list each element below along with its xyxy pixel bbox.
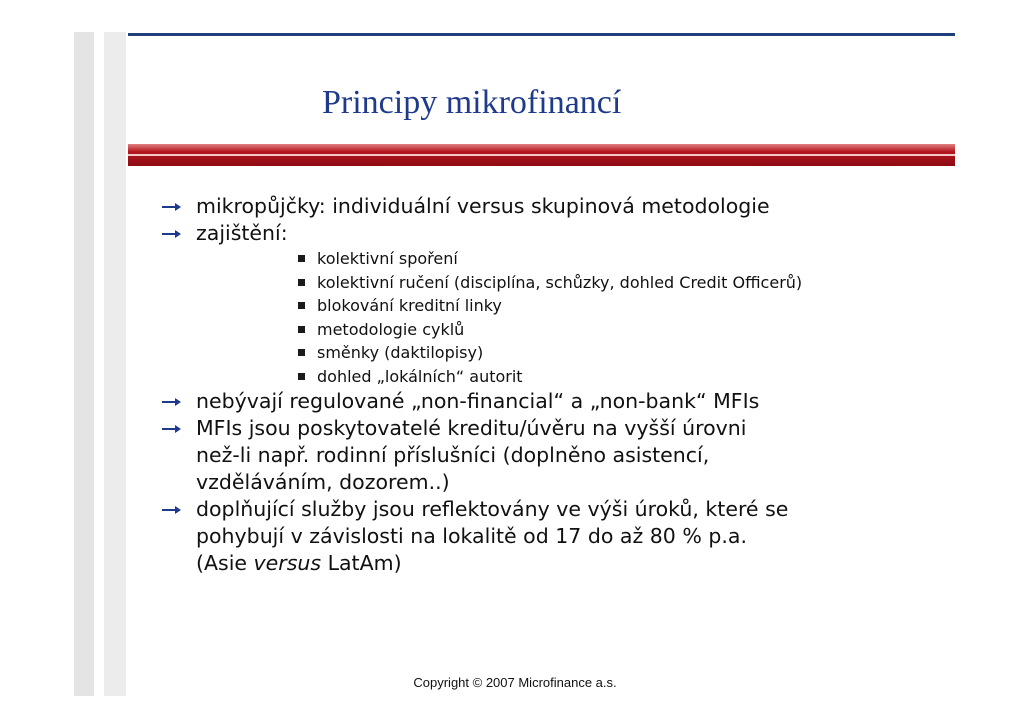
arrow-bullet-icon xyxy=(162,496,184,523)
sub-bullet-text: metodologie cyklů xyxy=(317,319,465,339)
sub-bullet-text: kolektivní spoření xyxy=(317,249,458,268)
slide-content xyxy=(160,193,980,577)
left-decorative-bar xyxy=(74,32,94,696)
bullet-text: nebývají regulované „non-financial“ a „non-bank“ MFIs xyxy=(196,389,760,413)
arrow-bullet-icon xyxy=(162,388,184,415)
bullet-item xyxy=(160,496,980,577)
bullet-item xyxy=(160,193,980,220)
bullet-line-open: (Asie xyxy=(196,551,254,575)
arrow-bullet-icon xyxy=(162,193,184,220)
bullet-line: vzděláváním, dozorem..) xyxy=(196,470,450,494)
sub-bullet-item xyxy=(295,365,980,389)
bullet-item xyxy=(160,415,980,496)
sub-bullet-item xyxy=(295,271,980,295)
bullet-line-close: LatAm) xyxy=(321,551,402,575)
sub-bullet-text: blokování kreditní linky xyxy=(317,296,502,315)
square-bullet-icon xyxy=(298,255,305,262)
bullet-text: mikropůjčky: individuální versus skupinová metodologie xyxy=(196,194,770,218)
sub-bullet-text: dohled „lokálních“ autorit xyxy=(317,366,523,386)
sub-bullet-text: kolektivní ručení (disciplína, schůzky, dohled Credit Officerů) xyxy=(317,272,803,292)
square-bullet-icon xyxy=(298,349,305,356)
emphasis-versus: versus xyxy=(253,551,322,575)
sub-bullet-text: směnky (daktilopisy) xyxy=(317,343,484,362)
bullet-item xyxy=(160,388,980,415)
sub-bullet-list xyxy=(160,247,980,388)
sub-bullet-item xyxy=(295,341,980,365)
square-bullet-icon xyxy=(298,326,305,333)
bullet-line: než-li např. rodinní příslušníci (doplněno asistencí, xyxy=(196,443,710,467)
title-underline-band xyxy=(128,144,955,166)
copyright-footer: Copyright © 2007 Microfinance a.s. xyxy=(413,675,617,690)
square-bullet-icon xyxy=(298,279,305,286)
left-decorative-bar-inner xyxy=(104,32,126,696)
bullet-line xyxy=(196,550,980,577)
bullet-item xyxy=(160,220,980,247)
bullet-line: pohybují v závislosti na lokalitě od 17 do až 80 % p.a. xyxy=(196,524,747,548)
sub-bullet-item xyxy=(295,247,980,271)
bullet-line: MFIs jsou poskytovatelé kreditu/úvěru na vyšší úrovni xyxy=(196,416,747,440)
sub-bullet-item xyxy=(295,318,980,342)
arrow-bullet-icon xyxy=(162,220,184,247)
sub-bullet-item xyxy=(295,294,980,318)
bullet-text: zajištění: xyxy=(196,221,288,245)
slide-title: Principy mikrofinancí xyxy=(322,84,622,121)
square-bullet-icon xyxy=(298,302,305,309)
arrow-bullet-icon xyxy=(162,415,184,442)
bullet-line: doplňující služby jsou reflektovány ve výši úroků, které se xyxy=(196,497,789,521)
top-rule xyxy=(128,33,955,36)
square-bullet-icon xyxy=(298,373,305,380)
